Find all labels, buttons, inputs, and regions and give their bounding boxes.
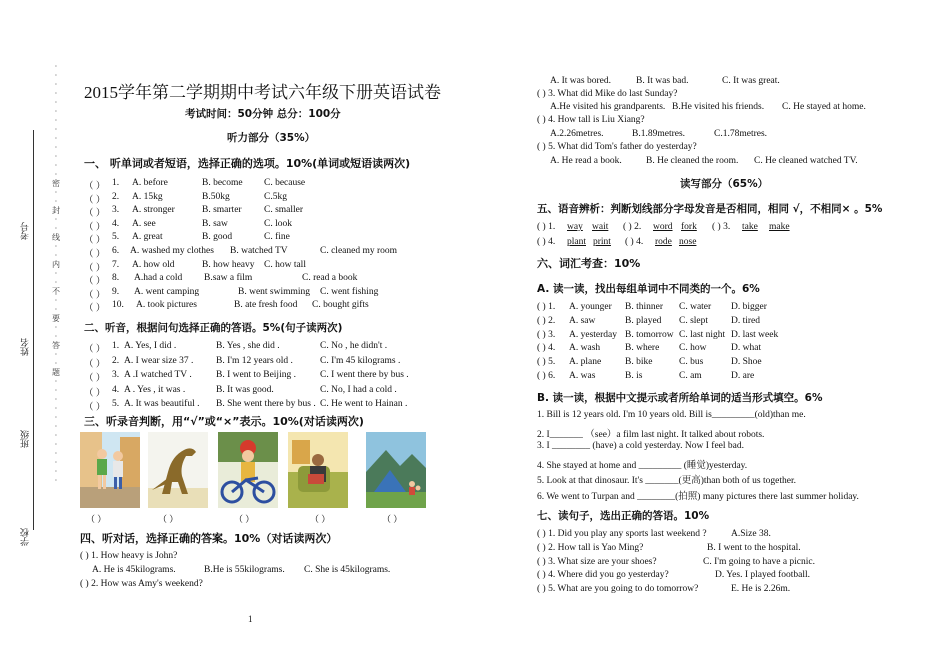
answer-option: E. He is 2.26m. — [731, 584, 791, 595]
option-b: B. thinner — [625, 302, 663, 312]
part7-heading: 七、读句子，选出正确的答语。10% — [537, 510, 710, 522]
option-c: C. I'm 45 kilograms . — [320, 355, 401, 366]
item-number: 9. — [112, 286, 120, 297]
word: nose — [679, 237, 697, 247]
item-number[interactable]: ( ) 4. — [537, 343, 556, 354]
item-number[interactable]: ( ) 2. — [537, 315, 556, 326]
option-a: A.2.26metres. — [550, 129, 604, 139]
picture-dinosaur — [148, 432, 208, 508]
option-b: B. I'm 12 years old . — [216, 355, 293, 366]
option-c: C.5kg — [264, 191, 287, 202]
option-c: C. bus — [679, 357, 704, 368]
option-a: A. took pictures — [136, 300, 197, 311]
item-number: 8. — [112, 273, 120, 284]
answer-blank[interactable]: （ ） — [84, 222, 106, 233]
answer-blank[interactable]: （ ） — [84, 290, 106, 301]
answer-blank[interactable]: （ ） — [84, 236, 106, 247]
option-b: B. She went there by bus . — [216, 399, 316, 409]
part4-heading: 四、听对话，选择正确的答案。10%（对话读两次） — [80, 532, 338, 545]
option-c: C.1.78metres. — [714, 129, 768, 139]
item-number: 4. — [112, 218, 120, 229]
answer-blank[interactable]: （ ） — [84, 182, 106, 192]
item-number: 10. — [112, 300, 124, 311]
item-number: 5. — [112, 399, 120, 409]
blank[interactable]: ( ) 1. — [537, 222, 556, 232]
part3-heading: 三、听录音判断，用“√”或“×”表示。10%(对话读两次) — [84, 415, 364, 428]
option-b: B. tomorrow — [625, 329, 674, 340]
option-a: A. He is 45kilograms. — [92, 565, 176, 575]
option-c: C. cleaned my room — [320, 246, 398, 256]
binding-label-exam-no: 考号 — [20, 222, 30, 240]
option-a: A.had a cold — [134, 273, 183, 284]
picture-boy-with-bicycle — [218, 432, 278, 508]
answer-blank[interactable]: （ ） — [84, 209, 106, 220]
fill-text: 1. Bill is 12 years old. I'm 10 years old. Bill is_________(old)than me. — [537, 410, 806, 420]
option-a: A. before — [132, 178, 168, 188]
item-number[interactable]: ( ) 6. — [537, 371, 556, 381]
option-c: C. am — [679, 371, 702, 381]
fill-text: 2. I_______ （see）a film last night. It talked about robots. — [537, 429, 765, 440]
option-a: A. stronger — [132, 205, 175, 216]
answer-blank[interactable]: （ ） — [84, 345, 106, 355]
option-b: B. Yes , she did . — [216, 341, 280, 351]
option-c: C. how — [679, 343, 707, 354]
seal-char: 内 — [52, 260, 60, 269]
writing-header: 读写部分（65%） — [680, 178, 769, 190]
option-a: A. great — [132, 232, 163, 243]
word: fork — [681, 222, 697, 232]
picture-family-camping — [366, 432, 426, 508]
option-b: B. watched TV — [230, 246, 288, 256]
item-number: 1. — [112, 178, 120, 188]
part2-heading: 二、听音，根据问句选择正确的答语。5%(句子读两次) — [84, 322, 343, 334]
word: print — [593, 237, 611, 247]
part4-question-2: ( ) 2. How was Amy's weekend? — [80, 579, 203, 589]
option-c: C. fine — [264, 232, 290, 243]
seal-char: 线 — [52, 233, 60, 242]
option-d: D. last week — [731, 329, 779, 340]
answer-option: C. I'm going to have a picnic. — [703, 556, 815, 567]
option-b: B. where — [625, 343, 660, 354]
answer-blank[interactable]: （ ） — [84, 359, 106, 370]
right-q3: ( ) 3. What did Mike do last Sunday? — [537, 89, 678, 99]
option-a: A .I watched TV . — [124, 370, 192, 380]
option-b: B. bike — [625, 357, 653, 368]
option-d: D. tired — [731, 315, 761, 326]
item-number: 5. — [112, 232, 120, 243]
option-b: B.He is 55kilograms. — [204, 565, 285, 575]
picture-blank-4[interactable]: （ ） — [310, 514, 331, 524]
blank[interactable]: ( ) 3. — [712, 222, 731, 232]
item-number[interactable]: ( ) 5. — [537, 357, 556, 368]
option-b: B.He visited his friends. — [672, 102, 765, 112]
option-c: C. last night — [679, 329, 726, 340]
picture-blank-5[interactable]: （ ） — [382, 514, 403, 524]
option-c: C. water — [679, 302, 712, 312]
option-d: D. bigger — [731, 302, 767, 312]
option-b: B. how heavy — [202, 259, 255, 270]
picture-children-walking — [80, 432, 140, 508]
part5-heading: 五、语音辨析：判断划线部分字母发音是否相同，相同 √，不相同× 。5% — [537, 203, 883, 215]
option-a: A. was — [569, 371, 596, 381]
binding-label-school: 学校 — [20, 528, 30, 546]
option-a: A. yesterday — [569, 329, 618, 340]
answer-blank[interactable]: （ ） — [84, 277, 106, 288]
answer-blank[interactable]: （ ） — [84, 304, 106, 315]
option-a: A.He visited his grandparents. — [550, 102, 666, 112]
option-c: C. bought gifts — [312, 300, 369, 311]
option-d: D. what — [731, 343, 762, 354]
word: way — [567, 222, 583, 232]
option-b: B. I went to Beijing . — [216, 370, 296, 380]
option-b: B.1.89metres. — [632, 129, 686, 139]
option-a: A. see — [132, 218, 156, 229]
item-number: 7. — [112, 259, 120, 270]
item-number: 6. — [112, 246, 120, 256]
exam-info: 考试时间：50分钟 总分：100分 — [185, 108, 341, 120]
option-a: A. wash — [569, 343, 601, 354]
option-b: B. It was good. — [216, 384, 274, 395]
item-number: 2. — [112, 191, 120, 202]
word: make — [769, 222, 790, 232]
option-b: B. is — [625, 371, 643, 381]
option-b: B. played — [625, 315, 662, 326]
option-b: B. He cleaned the room. — [646, 156, 739, 166]
option-c: C. No , he didn't . — [320, 341, 388, 351]
option-b: B. went swimming — [238, 286, 311, 297]
item-number: 2. — [112, 355, 120, 366]
seal-char: 要 — [52, 314, 60, 323]
answer-blank[interactable]: （ ） — [84, 195, 106, 206]
part1-heading: 一、 听单词或者短语，选择正确的选项。10%(单词或短语读两次) — [84, 157, 411, 170]
blank[interactable]: ( ) 2. — [623, 222, 642, 232]
picture-blank-3[interactable]: （ ） — [234, 514, 255, 524]
seal-char: 封 — [52, 206, 60, 215]
item-number: 4. — [112, 384, 120, 395]
option-c: C. read a book — [302, 273, 358, 284]
option-b: B. smarter — [202, 205, 242, 216]
option-a: A. I wear size 37 . — [124, 355, 194, 366]
page-title: 2015学年第二学期期中考试六年级下册英语试卷 — [84, 83, 441, 102]
question[interactable]: ( ) 4. Where did you go yesterday? — [537, 570, 669, 581]
answer-blank[interactable]: （ ） — [84, 388, 106, 399]
picture-boy-reading — [288, 432, 348, 508]
item-number[interactable]: ( ) 3. — [537, 329, 556, 340]
picture-blank-2[interactable]: （ ） — [158, 514, 179, 524]
binding-label-class: 班级 — [20, 430, 30, 448]
option-b: B. It was bad. — [636, 76, 689, 86]
answer-blank[interactable]: （ ） — [84, 250, 106, 260]
option-c: C. He cleaned watched TV. — [754, 156, 858, 166]
option-c: C. because — [264, 178, 306, 188]
question[interactable]: ( ) 3. What size are your shoes? — [537, 556, 657, 567]
fill-text: 3. I ________ (have) a cold yesterday. Now I feel bad. — [537, 441, 744, 452]
option-a: A. younger — [569, 302, 612, 312]
option-c: C. smaller — [264, 205, 304, 216]
picture-blank-1[interactable]: （ ） — [86, 514, 107, 524]
option-a: A. plane — [569, 357, 602, 368]
option-d: D. are — [731, 371, 755, 381]
answer-blank[interactable]: （ ） — [84, 374, 106, 384]
option-a: A. washed my clothes — [130, 246, 214, 256]
item-number: 1. — [112, 341, 120, 351]
option-c: C. look — [264, 218, 292, 229]
item-number: 3. — [112, 205, 120, 216]
part6-subB: B. 读一读，根据中文提示或者所给单词的适当形式填空。6% — [537, 392, 823, 404]
word: rode — [655, 237, 672, 247]
blank[interactable]: ( ) 4. — [625, 237, 644, 247]
option-a: A . Yes , it was . — [124, 384, 186, 395]
option-a: A. He read a book. — [550, 156, 622, 166]
item-number: 3. — [112, 370, 120, 380]
option-c: C. She is 45kilograms. — [304, 565, 391, 575]
listening-header: 听力部分（35%） — [227, 132, 316, 144]
fill-text: 5. Look at that dinosaur. It's _______(更高)than both of us together. — [537, 476, 796, 487]
option-a: A. how old — [132, 259, 175, 270]
option-b: B. ate fresh food — [234, 300, 298, 311]
option-c: C. I went there by bus . — [320, 370, 409, 380]
word: wait — [592, 222, 609, 232]
fill-text: 4. She stayed at home and _________ (睡觉)yesterday. — [537, 460, 748, 471]
option-a: A. It was bored. — [550, 76, 611, 86]
option-c: C. No, I had a cold . — [320, 384, 397, 395]
option-c: C. slept — [679, 315, 709, 326]
seal-char: 不 — [52, 287, 60, 296]
part6-heading: 六、词汇考查：10% — [537, 257, 641, 270]
word: take — [742, 222, 758, 232]
option-c: C. how tall — [264, 259, 306, 270]
page-number: 1 — [248, 614, 253, 624]
option-a: A. 15kg — [132, 191, 163, 202]
right-q4: ( ) 4. How tall is Liu Xiang? — [537, 115, 645, 125]
question[interactable]: ( ) 2. How tall is Yao Ming? — [537, 542, 644, 553]
word: plant — [567, 237, 586, 247]
option-a: A. Yes, I did . — [124, 341, 177, 351]
option-c: C. He went to Hainan . — [320, 399, 408, 409]
option-a: A. went camping — [134, 286, 200, 297]
answer-option: D. Yes. I played football. — [715, 570, 810, 581]
option-a: A. It was beautiful . — [124, 399, 200, 409]
answer-option: B. I went to the hospital. — [707, 542, 801, 553]
seal-char: 题 — [52, 368, 60, 377]
option-c: C. He stayed at home. — [782, 102, 866, 112]
option-b: B.50kg — [202, 191, 230, 202]
option-b: B. saw — [202, 218, 228, 229]
option-c: C. It was great. — [722, 76, 780, 86]
binding-label-name: 姓名 — [20, 338, 30, 356]
part6-subA: A. 读一读，找出每组单词中不同类的一个。6% — [537, 283, 760, 295]
answer-blank[interactable]: （ ） — [84, 403, 106, 413]
option-c: C. went fishing — [320, 286, 379, 297]
part4-question-1: ( ) 1. How heavy is John? — [80, 551, 178, 561]
option-b: B.saw a film — [204, 273, 253, 284]
question[interactable]: ( ) 1. Did you play any sports last weekend ? — [537, 529, 707, 539]
seal-line: · · · · · · · · · · · · · 密 · · 封 · · 线 · · 内 · · 不 · · 要 · · 答 · · 题 · · · · · · · · · · · · — [52, 62, 60, 485]
option-b: B. good — [202, 232, 233, 243]
item-number[interactable]: ( ) 1. — [537, 302, 556, 312]
seal-char: 答 — [52, 341, 60, 350]
right-q5: ( ) 5. What did Tom's father do yesterday? — [537, 142, 697, 152]
seal-char: 密 — [52, 179, 60, 188]
fill-text: 6. We went to Turpan and ________(拍照) many pictures there last summer holiday. — [537, 492, 859, 502]
option-a: A. saw — [569, 315, 596, 326]
question[interactable]: ( ) 5. What are you going to do tomorrow? — [537, 584, 699, 595]
answer-option: A.Size 38. — [731, 529, 771, 539]
answer-blank[interactable]: （ ） — [84, 263, 106, 274]
word: word — [653, 222, 673, 232]
blank[interactable]: ( ) 4. — [537, 237, 556, 247]
option-b: B. become — [202, 178, 243, 188]
option-d: D. Shoe — [731, 357, 762, 368]
